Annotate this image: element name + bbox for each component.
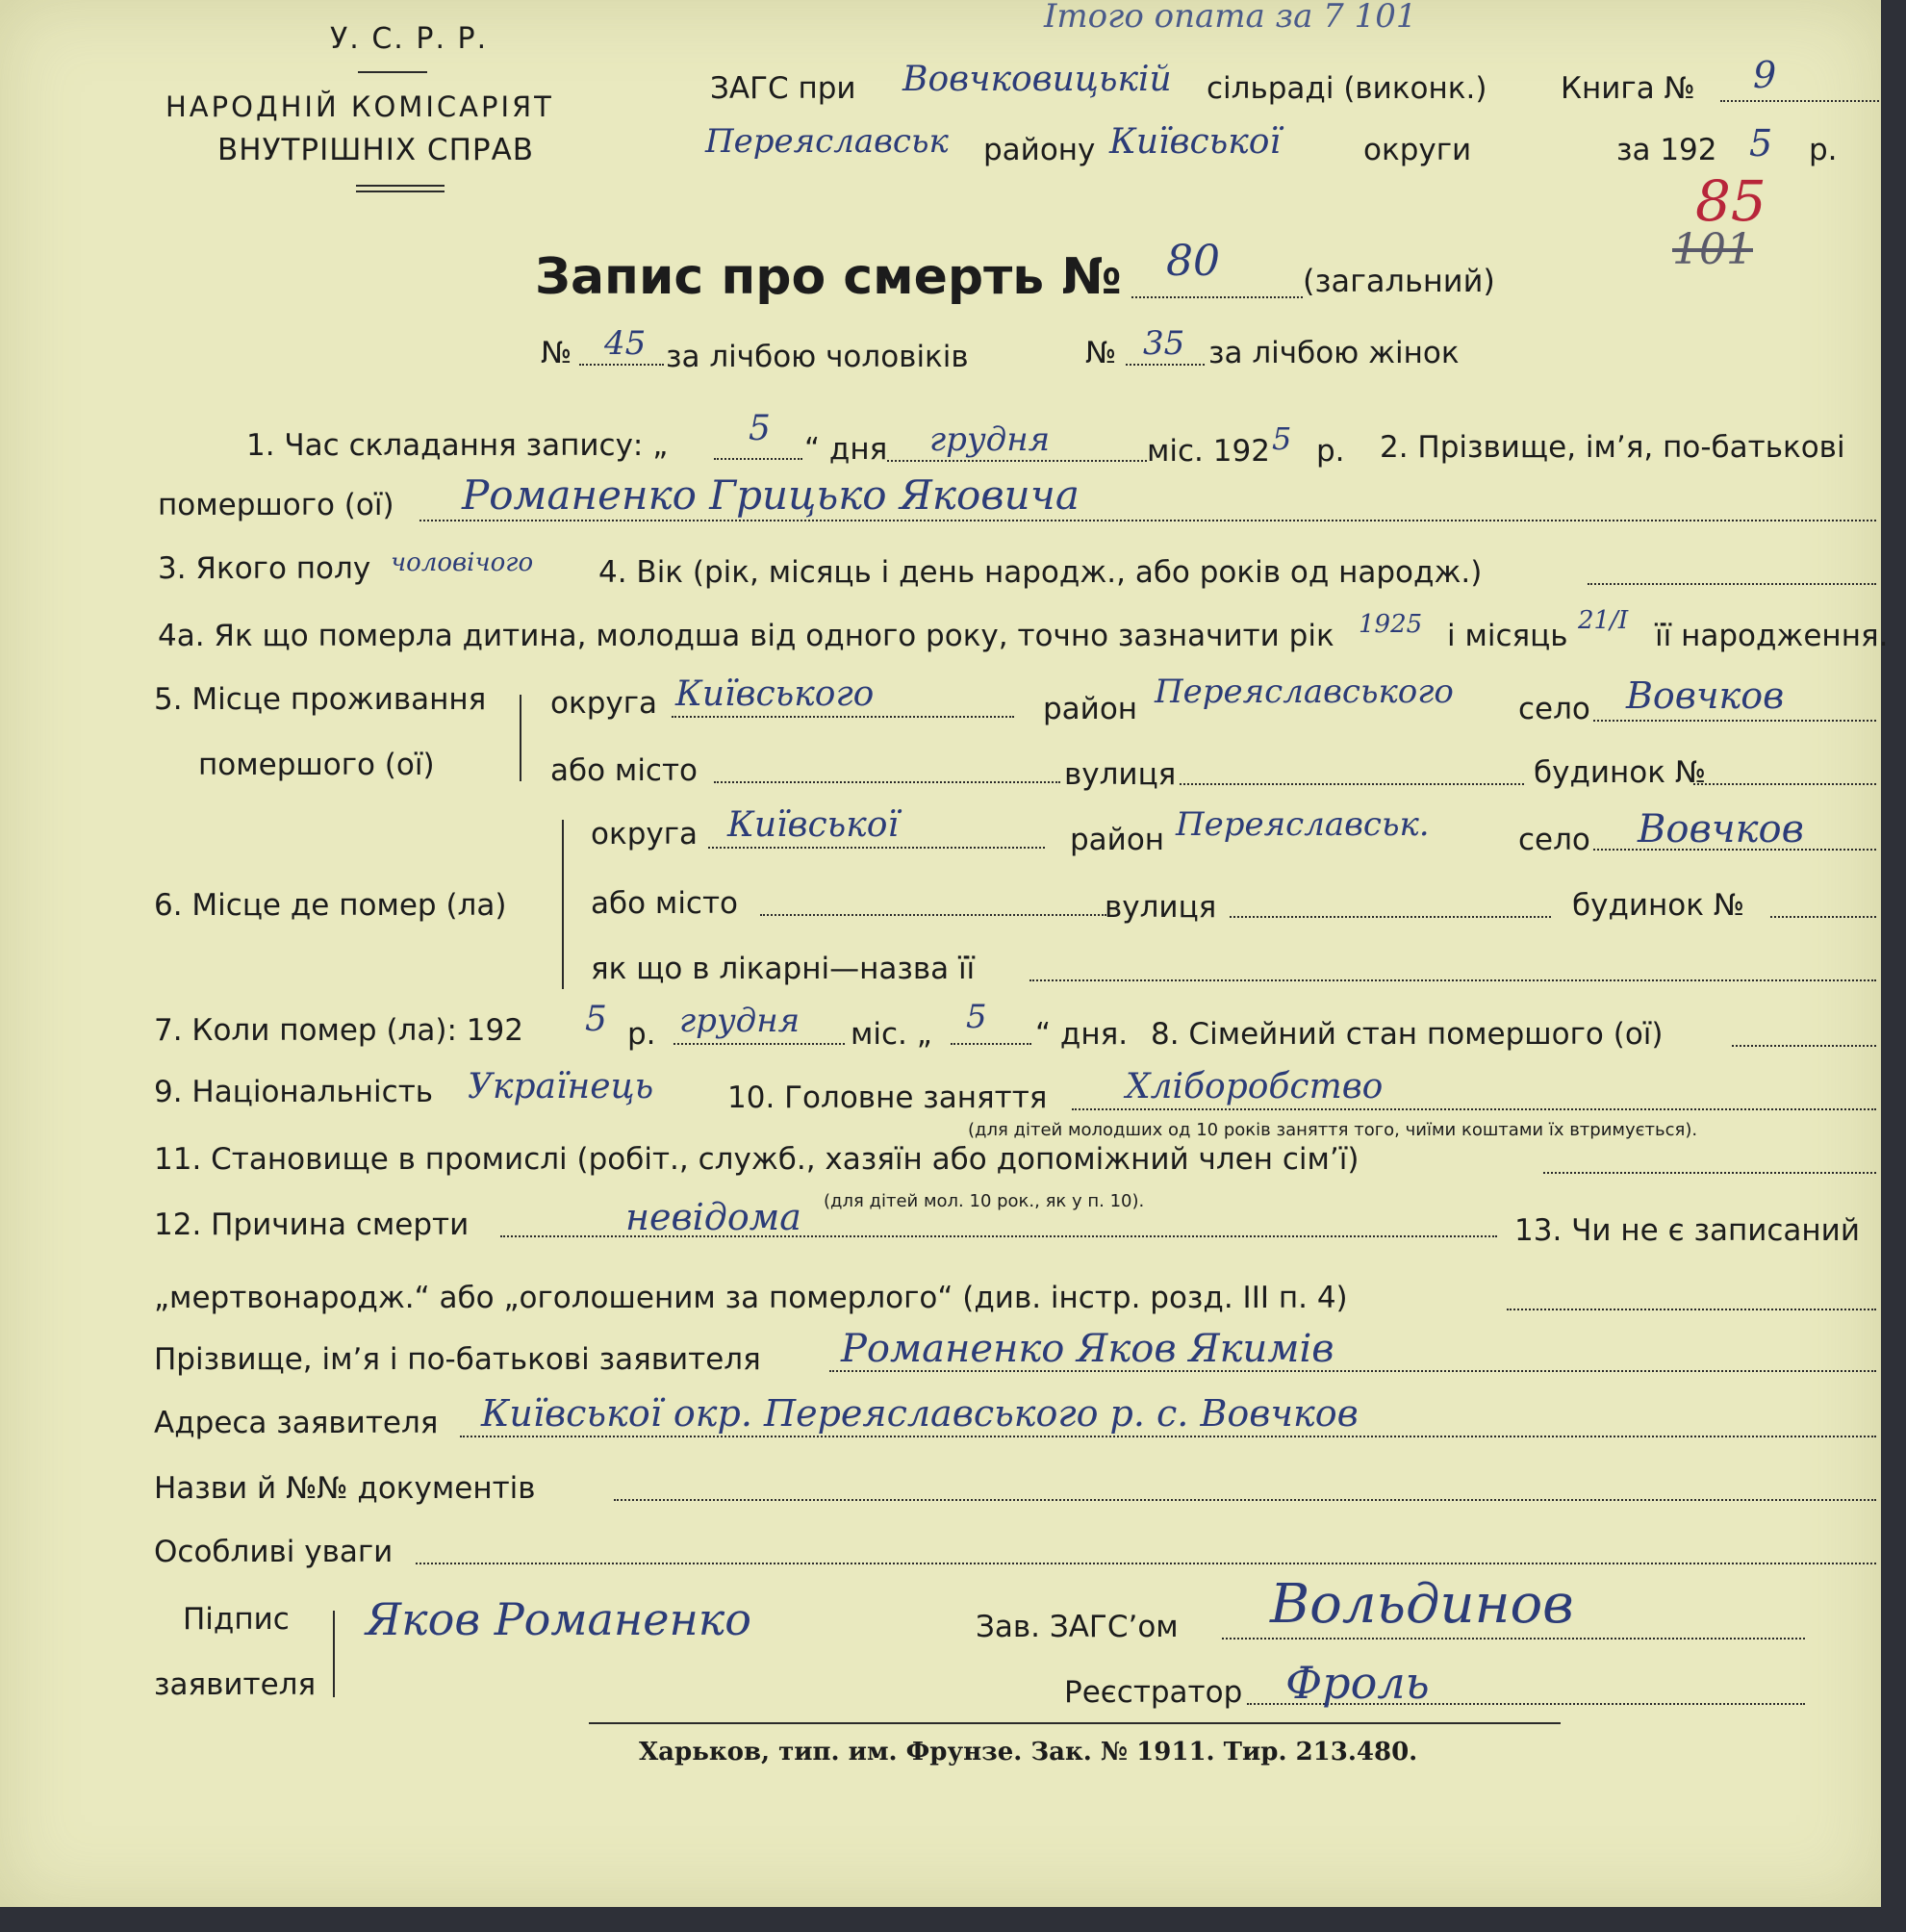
- f13-label-b: „мертвонародж.“ або „оголошеним за померлого“ (див. інстр. розд. III п. 4): [154, 1281, 1348, 1315]
- f6-selo-label: село: [1518, 823, 1590, 857]
- record-suffix: (загальний): [1303, 263, 1495, 299]
- f13-label: 13. Чи не є записаний: [1514, 1213, 1860, 1248]
- raion-label: району: [983, 133, 1096, 167]
- f4a-month-label: і місяць: [1447, 619, 1568, 653]
- f5-selo: Вовчков: [1626, 674, 1785, 717]
- f6-house-dotline: [1770, 916, 1876, 918]
- f7-label: 7. Коли помер (ла): 192: [154, 1013, 523, 1048]
- raion-value: Переяславськ: [705, 122, 949, 161]
- zags-label: ЗАГС при: [710, 71, 856, 106]
- f5-label-a: 5. Місце проживання: [154, 682, 487, 717]
- f1-day-suffix: “ дня: [804, 432, 888, 467]
- f6-okruha: Київської: [727, 805, 899, 845]
- applicant-name: Романенко Яков Якимів: [841, 1327, 1334, 1371]
- applicant-address: Київської окр. Переяславського р. с. Вовчков: [481, 1392, 1359, 1435]
- scan-background-right: [1881, 0, 1906, 1932]
- f8-label: 8. Сімейний стан помершого (ої): [1151, 1017, 1664, 1052]
- male-count-dotline: [579, 364, 664, 366]
- f10-occupation: Хліборобство: [1126, 1067, 1384, 1106]
- crossed-out-number: 101: [1672, 225, 1753, 274]
- f12-label: 12. Причина смерти: [154, 1208, 470, 1242]
- zags-head-dotline: [1222, 1638, 1805, 1640]
- f10-label: 10. Головне заняття: [727, 1080, 1048, 1115]
- f5-brace: [520, 695, 521, 781]
- male-count-label: за лічбою чоловіків: [666, 340, 969, 374]
- top-handwritten-note: Ітого опата за 7 101: [1044, 0, 1417, 36]
- f1-day: 5: [749, 409, 771, 448]
- f11-note: (для дітей мол. 10 рок., як у п. 10).: [824, 1191, 1145, 1211]
- f6-okruha-dotline: [708, 847, 1045, 849]
- f5-house-dotline: [1693, 783, 1876, 785]
- red-register-number: 85: [1695, 168, 1766, 234]
- f10-note: (для дітей молодших од 10 років заняття того, чиїми коштами їх втримується).: [968, 1120, 1698, 1140]
- male-count-value: 45: [604, 324, 647, 363]
- registrar-signature: Фроль: [1285, 1657, 1430, 1709]
- signature-label-a: Підпис: [183, 1602, 290, 1637]
- f13-dotline: [1507, 1309, 1876, 1310]
- f5-okruha-dotline: [672, 716, 1014, 718]
- year-label: за 192: [1616, 133, 1717, 167]
- f7-year-suffix: р.: [627, 1017, 656, 1052]
- f5-raion-label: район: [1043, 692, 1138, 726]
- f1-day-dotline: [714, 458, 802, 460]
- documents-label: Назви й №№ документів: [154, 1471, 536, 1506]
- f6-city-dotline: [760, 914, 1106, 916]
- f7-day-dotline: [951, 1043, 1031, 1045]
- f6-raion-label: район: [1070, 823, 1165, 857]
- notes-dotline: [416, 1563, 1876, 1564]
- signature-brace: [333, 1611, 335, 1697]
- footer-rule: [589, 1722, 1561, 1724]
- f5-label-b: помершого (ої): [198, 748, 435, 782]
- f11-dotline: [1543, 1172, 1876, 1174]
- f12-cause: невідома: [625, 1196, 801, 1238]
- heading-double-rule-1: [356, 185, 445, 187]
- scan-background-bottom: [0, 1907, 1906, 1932]
- f7-month: грудня: [679, 1002, 801, 1040]
- f7-year: 5: [585, 1000, 607, 1039]
- f6-selo: Вовчков: [1638, 807, 1804, 852]
- f2-dotline: [419, 520, 1876, 521]
- female-count-label: за лічбою жінок: [1208, 336, 1460, 370]
- f4a-suffix: її народження.: [1655, 619, 1889, 653]
- f7-month-dotline: [673, 1043, 845, 1045]
- f2-deceased-name: Романенко Грицько Яковича: [462, 471, 1080, 519]
- f5-selo-label: село: [1518, 692, 1590, 726]
- year-suffix: р.: [1809, 133, 1838, 167]
- f5-okruha: Київського: [675, 674, 875, 714]
- f6-street-dotline: [1230, 916, 1551, 918]
- applicant-signature: Яков Романенко: [366, 1593, 751, 1645]
- f1-year-suffix: р.: [1316, 434, 1345, 469]
- book-label: Книга №: [1561, 71, 1695, 106]
- f11-label: 11. Становище в промислі (робіт., служб., хазяїн або допоміжний член сім’ї): [154, 1142, 1360, 1177]
- f4a-month: 21/I: [1578, 606, 1629, 635]
- f5-raion: Переяславського: [1155, 673, 1454, 711]
- female-count-value: 35: [1143, 324, 1185, 363]
- commissariat-line1: НАРОДНІЙ КОМІСАРІЯТ: [165, 90, 554, 123]
- f5-street-label: вулиця: [1064, 757, 1177, 792]
- heading-double-rule-2: [356, 191, 445, 192]
- f6-label: 6. Місце де помер (ла): [154, 888, 507, 923]
- female-count-no-label: №: [1085, 336, 1117, 370]
- zags-head-label: Зав. ЗАГС’ом: [976, 1610, 1179, 1644]
- f9-label: 9. Національність: [154, 1075, 434, 1109]
- f1-month-dotline: [887, 460, 1147, 462]
- f2-label: 2. Прізвище, ім’я, по-батькові: [1380, 430, 1845, 465]
- f4-dotline: [1588, 583, 1876, 585]
- f7-day-suffix: “ дня.: [1035, 1017, 1129, 1052]
- f1-label: 1. Час складання запису: „: [246, 428, 669, 463]
- f5-street-dotline: [1180, 783, 1524, 785]
- f5-house-label: будинок №: [1534, 755, 1707, 790]
- f6-house-label: будинок №: [1572, 888, 1745, 923]
- f6-city-label: або місто: [591, 886, 739, 921]
- f1-year-label: міс. 192: [1147, 434, 1270, 469]
- registrar-label: Реєстратор: [1064, 1675, 1243, 1710]
- f5-okruha-label: округа: [550, 686, 657, 721]
- notes-label: Особливі уваги: [154, 1535, 394, 1569]
- f5-selo-dotline: [1593, 720, 1876, 722]
- f7-month-suffix: міс. „: [851, 1017, 932, 1052]
- okruha-value: Київської: [1109, 122, 1281, 162]
- f8-dotline: [1732, 1045, 1876, 1047]
- f4a-year: 1925: [1359, 610, 1423, 639]
- male-count-no-label: №: [541, 336, 572, 370]
- record-title: Запис про смерть №: [535, 248, 1122, 306]
- f6-hospital-label: як що в лікарні—назва її: [591, 952, 976, 986]
- book-number: 9: [1753, 54, 1777, 96]
- f5-city-label: або місто: [550, 753, 699, 788]
- f3-sex-value: чоловічого: [391, 548, 534, 577]
- f5-city-dotline: [714, 781, 1060, 783]
- heading-rule: [358, 71, 427, 73]
- f6-raion: Переяславськ.: [1176, 805, 1430, 844]
- okruha-label: округи: [1363, 133, 1472, 167]
- f4a-label: 4а. Як що померла дитина, молодша від одного року, точно зазначити рік: [158, 619, 1334, 653]
- record-number: 80: [1166, 237, 1220, 286]
- f6-brace: [562, 820, 564, 989]
- zags-value: Вовчковицькій: [902, 60, 1172, 99]
- f9-nationality: Українець: [468, 1067, 654, 1106]
- female-count-dotline: [1126, 364, 1205, 366]
- republic-heading: У. С. Р. Р.: [330, 22, 489, 56]
- f6-street-label: вулиця: [1105, 890, 1217, 925]
- f6-hospital-dotline: [1029, 979, 1876, 981]
- applicant-address-label: Адреса заявителя: [154, 1406, 439, 1440]
- commissariat-line2: ВНУТРІШНІХ СПРАВ: [217, 133, 535, 167]
- year-value: 5: [1749, 122, 1773, 165]
- documents-dotline: [614, 1499, 1876, 1501]
- f10-dotline: [1072, 1108, 1876, 1110]
- f1-month: грудня: [929, 420, 1051, 459]
- f4-label: 4. Вік (рік, місяць і день народж., або років од народж.): [598, 555, 1483, 590]
- record-number-dotline: [1131, 296, 1303, 298]
- selrada-label: сільраді (виконк.): [1207, 71, 1487, 106]
- f6-okruha-label: округа: [591, 817, 698, 852]
- f2-label-b: помершого (ої): [158, 488, 394, 522]
- f3-label: 3. Якого полу: [158, 551, 371, 586]
- zags-head-signature: Вольдинов: [1270, 1573, 1574, 1636]
- f1-year: 5: [1272, 420, 1292, 457]
- applicant-name-label: Прізвище, ім’я і по-батькові заявителя: [154, 1342, 761, 1377]
- applicant-address-dotline: [460, 1436, 1876, 1437]
- printer-imprint: Харьков, тип. им. Фрунзе. Зак. № 1911. Тир. 213.480.: [639, 1738, 1418, 1767]
- book-dotline: [1720, 100, 1879, 102]
- signature-label-b: заявителя: [154, 1667, 317, 1702]
- f7-day: 5: [966, 998, 987, 1036]
